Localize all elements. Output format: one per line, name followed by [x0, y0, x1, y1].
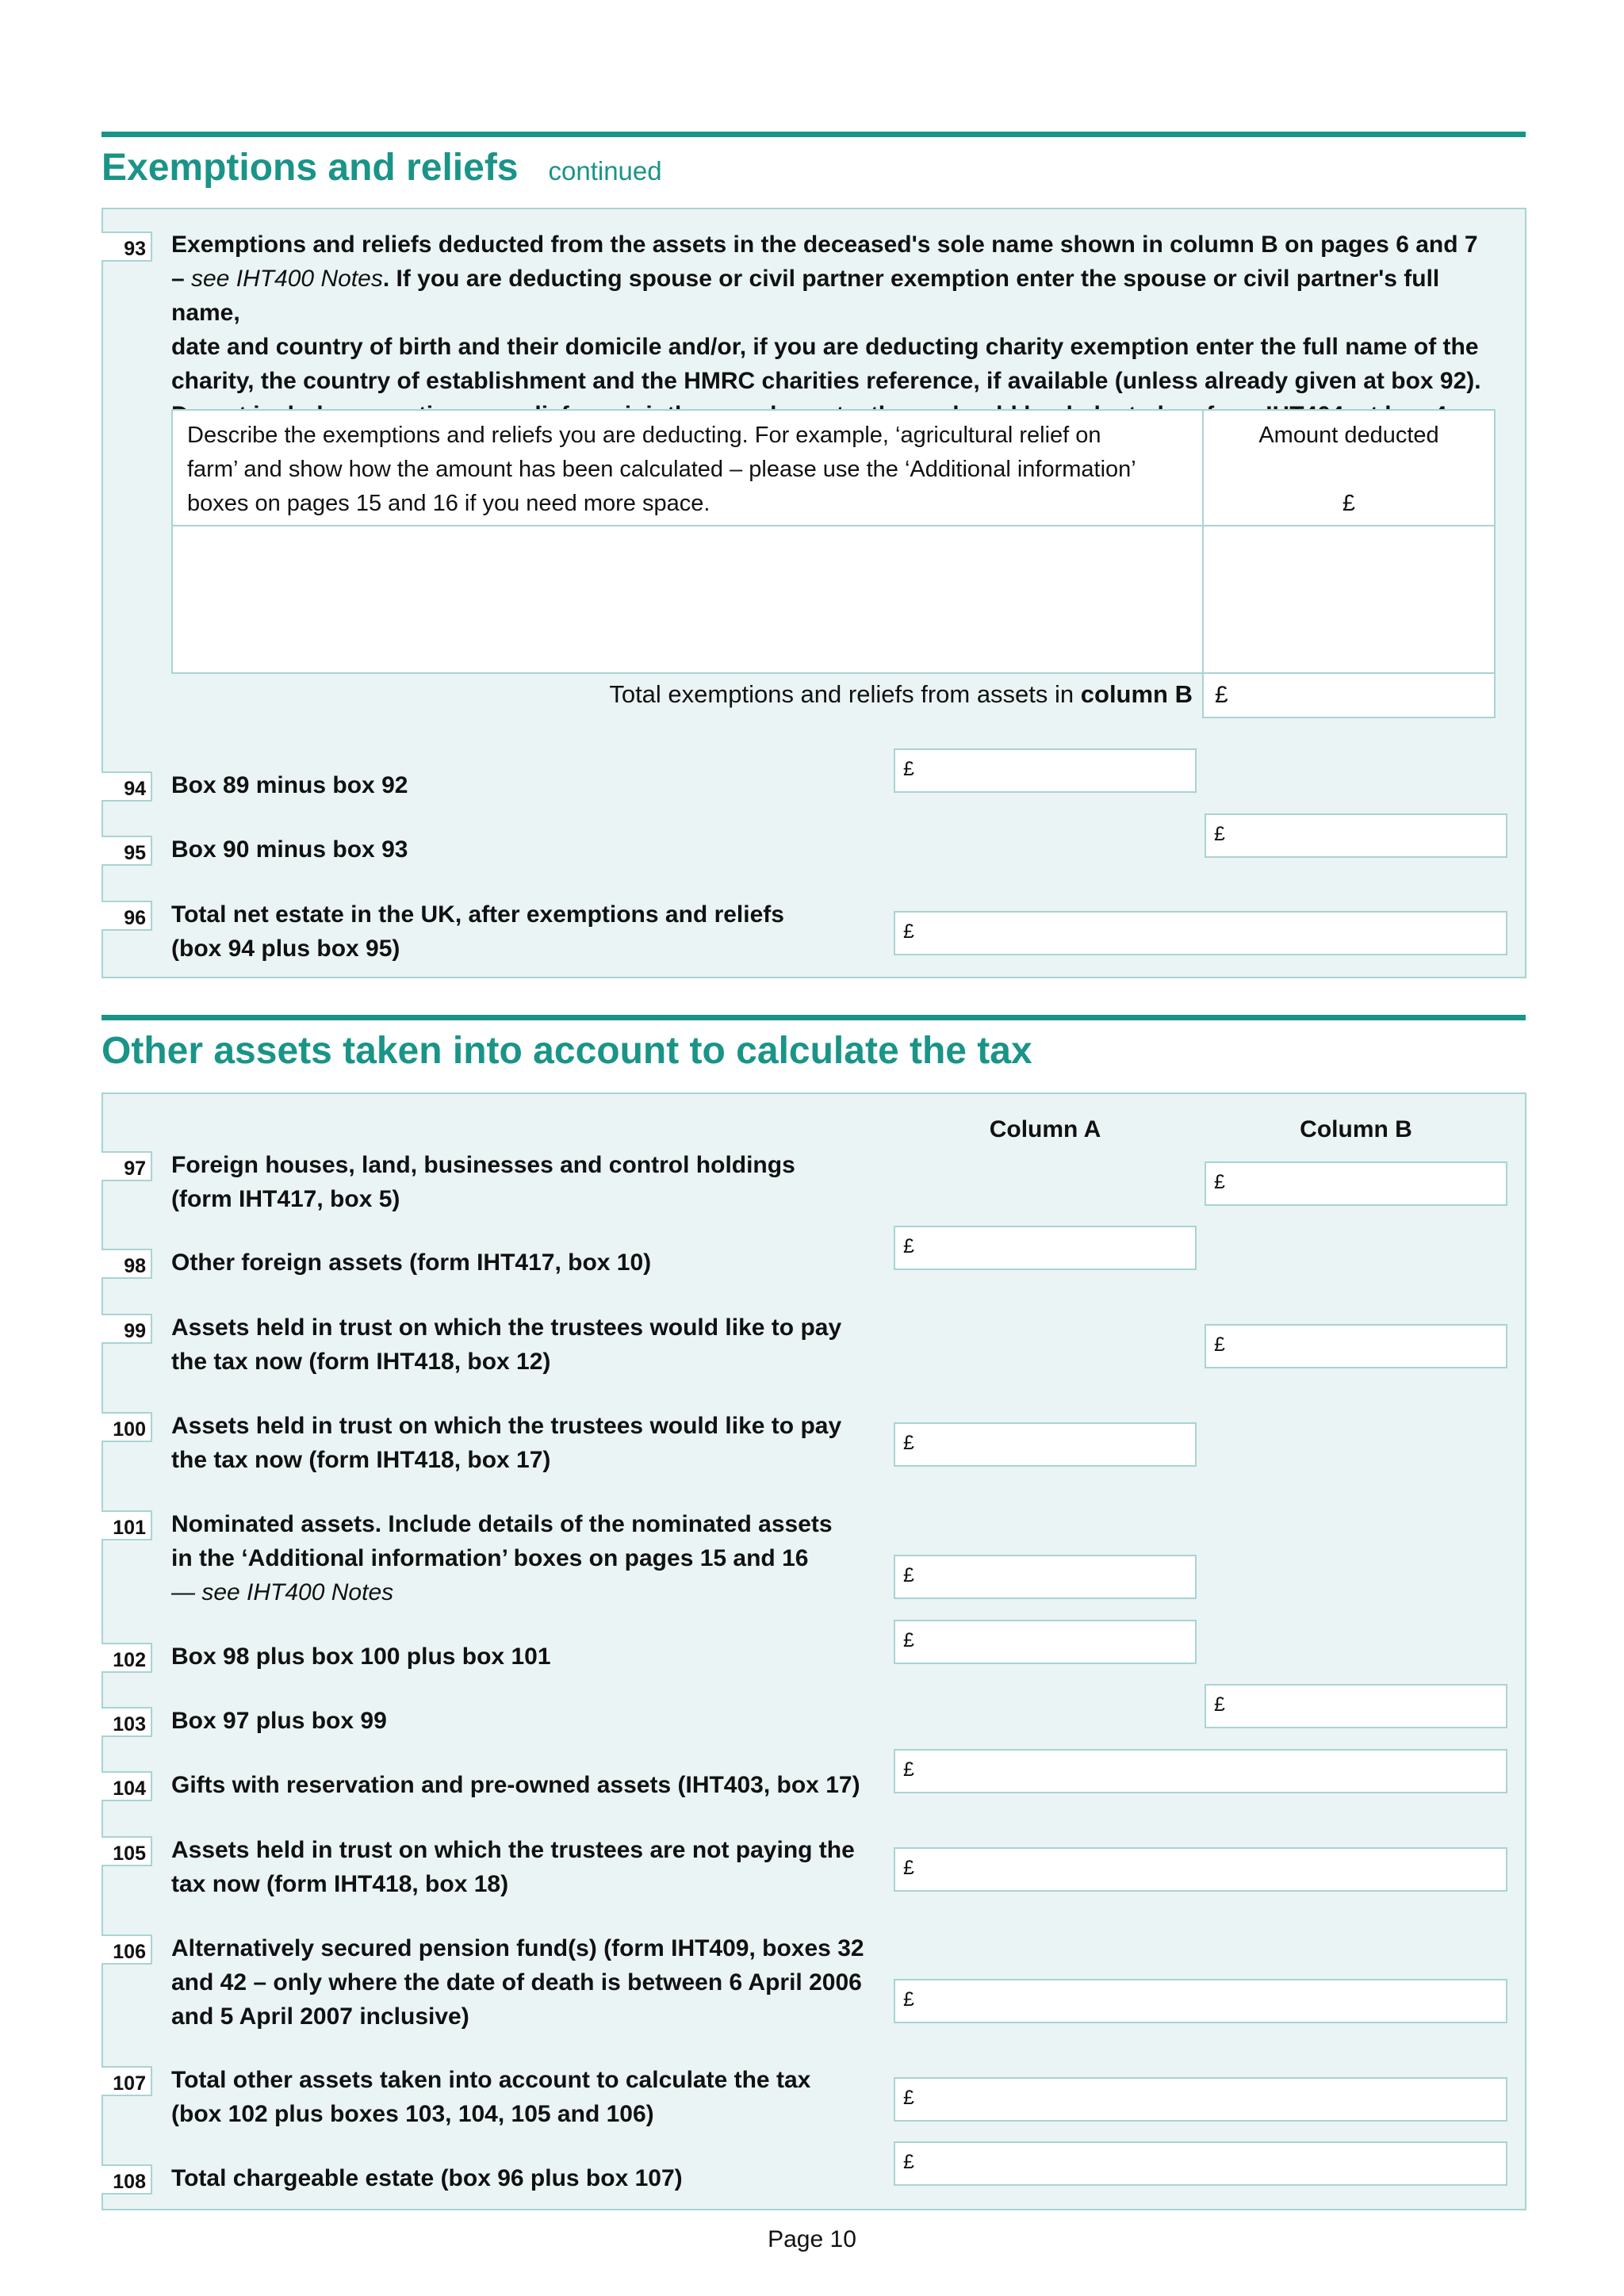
box-number-104: 104	[102, 1771, 152, 1801]
box-103-currency: £	[1214, 1693, 1225, 1716]
box-106-line1: Alternatively secured pension fund(s) (form IHT409, boxes 32	[171, 1935, 864, 1961]
total-column-b-label	[476, 677, 1193, 711]
box-103-label: Box 97 plus box 99	[171, 1708, 387, 1734]
box-107-currency: £	[903, 2087, 914, 2109]
box-number-93: 93	[102, 232, 152, 262]
box-number-98: 98	[102, 1249, 152, 1279]
box-103-input[interactable]	[1205, 1684, 1507, 1728]
box-93-instructions	[171, 228, 1503, 432]
box-number-105: 105	[102, 1836, 152, 1866]
box-99-input[interactable]	[1205, 1324, 1507, 1368]
box-101-currency: £	[903, 1564, 914, 1586]
box-100-input[interactable]	[894, 1422, 1197, 1467]
box-105-line1: Assets held in trust on which the trustees are not paying the	[171, 1837, 855, 1863]
box-94-label: Box 89 minus box 92	[171, 772, 408, 798]
box-106-line3: and 5 April 2007 inclusive)	[171, 2003, 469, 2030]
total-label-prefix: Total exemptions and reliefs from assets in	[609, 680, 1081, 708]
box-93-line4: charity, the country of establishment and the HMRC charities reference, if available (unless already given at box 92).	[171, 368, 1481, 394]
box-104-label: Gifts with reservation and pre-owned assets (IHT403, box 17)	[171, 1772, 860, 1798]
box-101-line2: in the ‘Additional information’ boxes on pages 15 and 16	[171, 1545, 809, 1571]
box-105-currency: £	[903, 1857, 914, 1879]
box-98-label: Other foreign assets (form IHT417, box 10)	[171, 1249, 652, 1276]
box-106-input[interactable]	[894, 1979, 1507, 2023]
box-number-103: 103	[102, 1707, 152, 1737]
box-107-input[interactable]	[894, 2077, 1507, 2122]
box-97-line1: Foreign houses, land, businesses and control holdings	[171, 1152, 795, 1178]
box-107-label	[171, 2063, 810, 2131]
box-number-95: 95	[102, 836, 152, 866]
box-96-input[interactable]	[894, 911, 1507, 955]
box-101-input[interactable]	[894, 1555, 1197, 1599]
box-108-currency: £	[903, 2151, 914, 2173]
box-number-96: 96	[102, 901, 152, 931]
box-number-106: 106	[102, 1934, 152, 1965]
box-104-input[interactable]	[894, 1749, 1507, 1793]
box-95-input[interactable]	[1205, 813, 1507, 858]
box-99-line2: the tax now (form IHT418, box 12)	[171, 1349, 551, 1375]
box-97-label	[171, 1148, 795, 1216]
box-102-label: Box 98 plus box 100 plus box 101	[171, 1644, 551, 1670]
box-99-currency: £	[1214, 1334, 1225, 1356]
box-number-102: 102	[102, 1643, 152, 1673]
box-101-label	[171, 1507, 833, 1609]
box-107-line1: Total other assets taken into account to calculate the tax	[171, 2067, 811, 2093]
box-94-input[interactable]	[894, 748, 1197, 793]
section-title-exemptions	[102, 146, 662, 189]
amount-deducted-label: Amount deducted	[1258, 423, 1439, 448]
box-96-line2: (box 94 plus box 95)	[171, 936, 400, 962]
describe-line1: Describe the exemptions and reliefs you are deducting. For example, ‘agricultural relief on	[187, 423, 1101, 448]
box-100-line2: the tax now (form IHT418, box 17)	[171, 1447, 551, 1473]
page-number: Page 10	[768, 2226, 856, 2252]
box-102-currency: £	[903, 1629, 914, 1651]
box-98-currency: £	[903, 1235, 914, 1257]
box-number-107: 107	[102, 2066, 152, 2096]
section-title-text: Exemptions and reliefs	[102, 147, 519, 189]
total-exemptions-field[interactable]	[1202, 672, 1496, 718]
box-104-currency: £	[903, 1758, 914, 1781]
box-105-label	[171, 1833, 855, 1901]
amount-currency-symbol: £	[1342, 491, 1356, 516]
box-93-line2-rest: . If you are deducting spouse or civil partner exemption enter the spouse or civil partner's full name,	[171, 266, 1440, 326]
box-108-input[interactable]	[894, 2141, 1507, 2186]
column-a-header: Column A	[989, 1116, 1101, 1142]
box-93-line3: date and country of birth and their domicile and/or, if you are deducting charity exemption enter the full name of the	[171, 334, 1479, 360]
describe-entry-field[interactable]	[171, 525, 1204, 674]
describe-line3: boxes on pages 15 and 16 if you need more space.	[187, 491, 710, 516]
box-93-line1: Exemptions and reliefs deducted from the assets in the deceased's sole name shown in column B on pages 6 and 7	[171, 232, 1478, 258]
box-99-label	[171, 1311, 841, 1379]
box-98-input[interactable]	[894, 1226, 1197, 1270]
box-97-line2: (form IHT417, box 5)	[171, 1186, 400, 1212]
box-97-currency: £	[1214, 1171, 1225, 1193]
total-currency: £	[1215, 682, 1228, 708]
box-93-line2-prefix: –	[171, 266, 192, 292]
box-95-label: Box 90 minus box 93	[171, 836, 408, 863]
amount-entry-field[interactable]	[1202, 525, 1496, 674]
section-rule-exemptions	[102, 132, 1526, 137]
amount-header-cell	[1202, 409, 1496, 526]
box-96-currency: £	[903, 920, 914, 943]
box-96-line1: Total net estate in the UK, after exemptions and reliefs	[171, 901, 784, 928]
box-100-line1: Assets held in trust on which the trustees would like to pay	[171, 1413, 842, 1439]
box-102-input[interactable]	[894, 1620, 1197, 1664]
box-105-input[interactable]	[894, 1847, 1507, 1892]
box-106-currency: £	[903, 1988, 914, 2011]
box-number-108: 108	[102, 2164, 152, 2195]
box-number-97: 97	[102, 1151, 152, 1181]
box-number-101: 101	[102, 1510, 152, 1540]
box-number-99: 99	[102, 1314, 152, 1344]
box-number-100: 100	[102, 1412, 152, 1442]
box-101-line1: Nominated assets. Include details of the nominated assets	[171, 1511, 833, 1537]
box-108-label: Total chargeable estate (box 96 plus box 107)	[171, 2165, 683, 2191]
box-105-line2: tax now (form IHT418, box 18)	[171, 1871, 509, 1897]
continued-label: continued	[548, 156, 662, 186]
box-number-94: 94	[102, 771, 152, 802]
box-94-currency: £	[903, 758, 914, 780]
describe-header-cell	[171, 409, 1204, 526]
box-100-label	[171, 1409, 841, 1477]
box-97-input[interactable]	[1205, 1161, 1507, 1206]
box-99-line1: Assets held in trust on which the trustees would like to pay	[171, 1314, 842, 1341]
section-rule-other-assets	[102, 1015, 1526, 1020]
box-93-notes-ref: see IHT400 Notes	[191, 266, 383, 292]
section-title-other-assets: Other assets taken into account to calculate the tax	[102, 1030, 1032, 1072]
box-96-label	[171, 897, 784, 966]
box-95-currency: £	[1214, 823, 1225, 845]
describe-line2: farm’ and show how the amount has been calculated – please use the ‘Additional information’	[187, 457, 1136, 482]
box-93-line2	[171, 262, 1503, 330]
box-100-currency: £	[903, 1432, 914, 1454]
box-107-line2: (box 102 plus boxes 103, 104, 105 and 106)	[171, 2101, 654, 2127]
box-106-line2: and 42 – only where the date of death is between 6 April 2006	[171, 1969, 862, 1996]
box-106-label	[171, 1931, 864, 2034]
box-101-notes-ref: — see IHT400 Notes	[171, 1579, 394, 1605]
total-label-column-b: column B	[1080, 680, 1193, 708]
column-b-header: Column B	[1300, 1116, 1412, 1142]
